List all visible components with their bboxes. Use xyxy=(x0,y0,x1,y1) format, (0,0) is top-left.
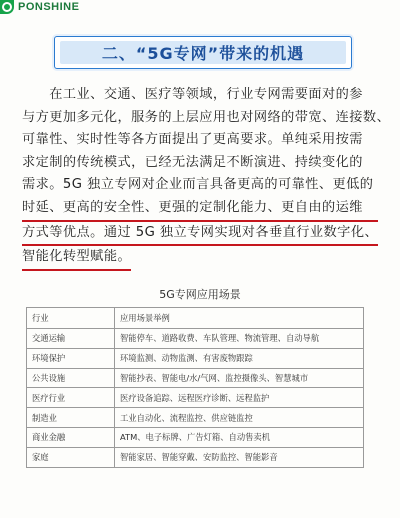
paragraph-line: 可靠性、实时性等各方面提出了更高要求。单纯采用按需 xyxy=(22,132,363,148)
table-row xyxy=(27,427,364,447)
table-cell-industry: 家庭 xyxy=(27,447,115,467)
table-cell-scenarios: 智能停车、道路收费、车队管理、物流管理、自动导航 xyxy=(115,329,364,349)
table-row xyxy=(27,388,364,408)
paragraph-line: 在工业、交通、医疗等领域，行业专网需要面对的参 xyxy=(22,87,363,102)
table-cell-scenarios: 工业自动化、流程监控、供应链监控 xyxy=(115,408,364,428)
table-header-row xyxy=(27,308,364,329)
paragraph-line: 与方更加多元化，服务的上层应用也对网络的带宽、连接数、 xyxy=(22,109,391,125)
table-row xyxy=(27,447,364,467)
section-title: 二、“5G专网”带来的机遇 xyxy=(101,44,305,63)
logo-mark-icon xyxy=(0,0,14,14)
section-banner-inner xyxy=(60,41,346,64)
table-cell-industry: 商业金融 xyxy=(27,427,115,447)
table-cell-scenarios: 智能抄表、智能电/水/气网、监控摄像头、智慧城市 xyxy=(115,368,364,388)
table-cell-scenarios: 环境监测、动物监测、有害废物跟踪 xyxy=(115,348,364,368)
table-cell-scenarios: 医疗设备追踪、远程医疗诊断、远程监护 xyxy=(115,388,364,408)
paragraph-line-underlined: 时延、更高的安全性、更强的定制化能力、更自由的运维 xyxy=(22,197,378,222)
table-row xyxy=(27,329,364,349)
paragraph-line-underlined: 智能化转型赋能。 xyxy=(22,246,131,271)
paragraph-line: 求定制的传统模式，已经无法满足不断演进、持续变化的 xyxy=(22,154,363,170)
table-header-cell: 应用场景举例 xyxy=(115,308,364,329)
ponshine-logo xyxy=(0,0,79,14)
table-row xyxy=(27,368,364,388)
section-banner xyxy=(54,36,352,69)
table-row xyxy=(27,348,364,368)
table-cell-industry: 医疗行业 xyxy=(27,388,115,408)
paragraph-line-underlined: 方式等优点。通过 5G 独立专网实现对各垂直行业数字化、 xyxy=(22,222,378,247)
table-cell-industry: 交通运输 xyxy=(27,329,115,349)
table-row xyxy=(27,408,364,428)
table-title: 5G专网应用场景 xyxy=(159,288,241,301)
body-paragraph xyxy=(22,84,391,271)
table-cell-industry: 公共设施 xyxy=(27,368,115,388)
table-header-cell: 行业 xyxy=(27,308,115,329)
paragraph-line: 需求。5G 独立专网对企业而言具备更高的可靠性、更低的 xyxy=(22,177,374,193)
table-cell-industry: 环境保护 xyxy=(27,348,115,368)
logo-text: PONSHINE xyxy=(18,1,80,13)
table-cell-industry: 制造业 xyxy=(27,408,115,428)
application-scenarios-table xyxy=(26,307,364,468)
table-cell-scenarios: ATM、电子标牌、广告灯箱、自动售卖机 xyxy=(115,427,364,447)
table-cell-scenarios: 智能家居、智能穿戴、安防监控、智能影音 xyxy=(115,447,364,467)
